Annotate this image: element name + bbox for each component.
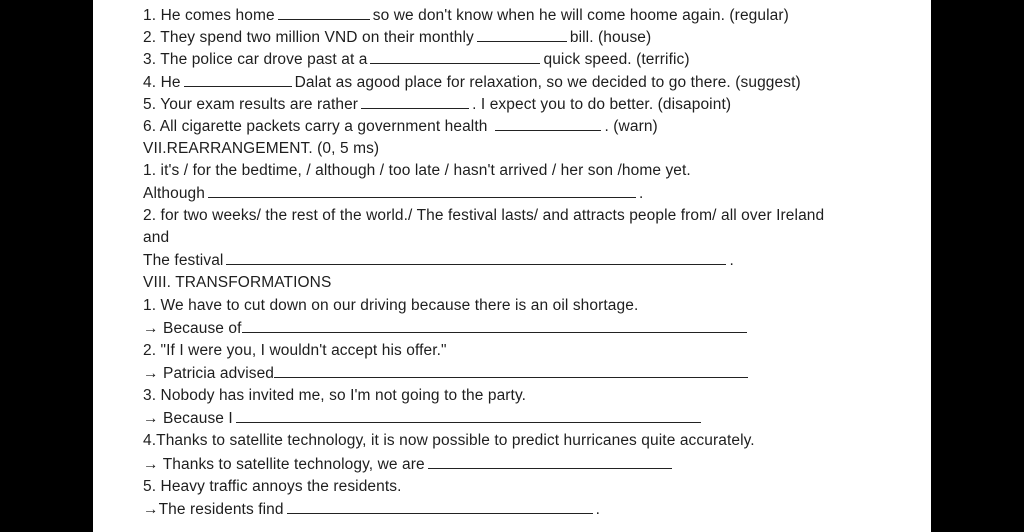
answer-blank[interactable] bbox=[361, 95, 469, 109]
rearrange-prompt-2-line-2: and bbox=[143, 229, 170, 246]
transform-answer-1 bbox=[143, 319, 747, 338]
item-text-after: Dalat as agood place for relaxation, so we decided to go there. (suggest) bbox=[294, 74, 801, 91]
answer-end: . bbox=[639, 185, 644, 202]
rearrange-prompt-2-line-1: 2. for two weeks/ the rest of the world./ The festival lasts/ and attracts people from/ all over Ireland bbox=[143, 207, 825, 224]
answer-blank[interactable] bbox=[370, 50, 540, 64]
rearrange-prompt-1: 1. it's / for the bedtime, / although / too late / hasn't arrived / her son /home yet. bbox=[143, 162, 691, 179]
answer-start: → Thanks to satellite technology, we are bbox=[143, 456, 425, 473]
section-heading-transformations: VIII. TRANSFORMATIONS bbox=[143, 274, 332, 291]
transform-answer-2 bbox=[143, 364, 748, 383]
item-number: 1. bbox=[143, 7, 157, 24]
rearrange-answer-2 bbox=[143, 251, 734, 270]
item-text-before: All cigarette packets carry a government health bbox=[159, 118, 488, 135]
item-text-after: . (warn) bbox=[604, 118, 658, 135]
answer-line[interactable] bbox=[287, 500, 593, 514]
item-text-before: He comes home bbox=[160, 7, 275, 24]
transform-prompt-4: 4.Thanks to satellite technology, it is now possible to predict hurricanes quite accurately. bbox=[143, 432, 755, 449]
rearrange-answer-1 bbox=[143, 184, 643, 203]
item-text-after: . I expect you to do better. (disapoint) bbox=[472, 96, 732, 113]
transform-answer-5 bbox=[143, 500, 600, 519]
answer-start: → Because of bbox=[143, 320, 242, 337]
item-number: 4. bbox=[143, 74, 157, 91]
item-number: 3. bbox=[143, 51, 157, 68]
answer-line[interactable] bbox=[208, 184, 636, 198]
answer-start: The festival bbox=[143, 252, 224, 269]
word-form-item-6 bbox=[143, 117, 658, 136]
word-form-item-1 bbox=[143, 6, 789, 25]
item-text-after: so we don't know when he will come hoome again. (regular) bbox=[372, 7, 789, 24]
item-number: 6. bbox=[143, 118, 157, 135]
answer-blank[interactable] bbox=[184, 73, 292, 87]
answer-line[interactable] bbox=[236, 409, 701, 423]
answer-end: . bbox=[729, 252, 734, 269]
answer-line[interactable] bbox=[428, 455, 672, 469]
transform-prompt-3: 3. Nobody has invited me, so I'm not going to the party. bbox=[143, 387, 527, 404]
answer-start: Although bbox=[143, 185, 205, 202]
item-text-after: quick speed. (terrific) bbox=[543, 51, 690, 68]
answer-start: → Because I bbox=[143, 410, 233, 427]
worksheet-page bbox=[93, 0, 931, 532]
item-text-before: Your exam results are rather bbox=[160, 96, 359, 113]
answer-start: →The residents find bbox=[143, 501, 284, 518]
transform-prompt-1: 1. We have to cut down on our driving because there is an oil shortage. bbox=[143, 297, 639, 314]
word-form-item-3 bbox=[143, 50, 690, 69]
answer-blank[interactable] bbox=[477, 28, 567, 42]
answer-line[interactable] bbox=[226, 251, 726, 265]
answer-start: → Patricia advised bbox=[143, 365, 275, 382]
word-form-item-2 bbox=[143, 28, 651, 47]
word-form-item-4 bbox=[143, 73, 801, 92]
item-number: 2. bbox=[143, 29, 157, 46]
section-heading-rearrangement: VII.REARRANGEMENT. (0, 5 ms) bbox=[143, 140, 380, 157]
answer-end: . bbox=[595, 501, 601, 518]
transform-prompt-2: 2. "If I were you, I wouldn't accept his offer." bbox=[143, 342, 447, 359]
transform-answer-3 bbox=[143, 409, 704, 428]
item-text-before: The police car drove past at a bbox=[160, 51, 368, 68]
word-form-item-5 bbox=[143, 95, 731, 114]
transform-prompt-5: 5. Heavy traffic annoys the residents. bbox=[143, 478, 402, 495]
item-text-after: bill. (house) bbox=[569, 29, 652, 46]
transform-answer-4 bbox=[143, 455, 675, 474]
item-text-before: He bbox=[160, 74, 181, 91]
answer-blank[interactable] bbox=[495, 117, 601, 131]
item-number: 5. bbox=[143, 96, 157, 113]
answer-line[interactable] bbox=[274, 364, 748, 378]
answer-line[interactable] bbox=[242, 319, 747, 333]
answer-blank[interactable] bbox=[278, 6, 370, 20]
item-text-before: They spend two million VND on their monthly bbox=[160, 29, 474, 46]
